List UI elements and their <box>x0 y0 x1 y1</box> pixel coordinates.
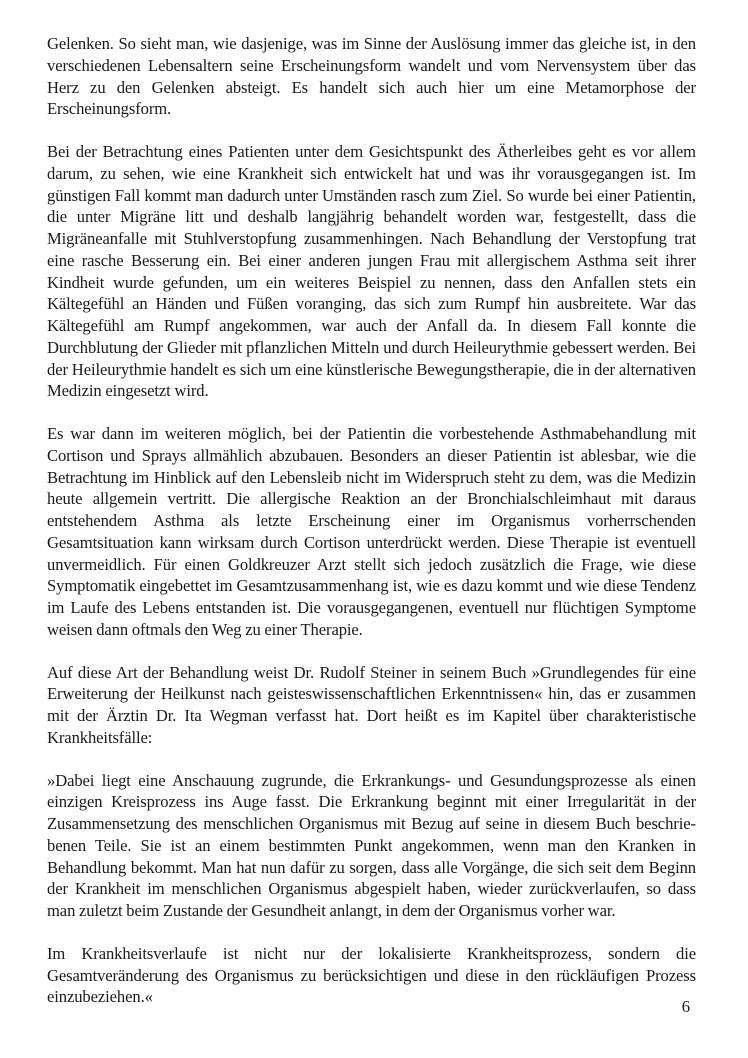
paragraph-metamorphosis: Gelenken. So sieht man, wie dasjenige, was im Sinne der Auslösung immer das gleiche ist, in den verschiedenen Lebensaltern seine Erscheinungsform wandelt und vom Nervensystem über das Herz zu den Gelenken absteigt. Es handelt sich auch hier um eine Metamorphose der Erscheinungsform. <box>47 34 696 119</box>
document-page <box>47 33 696 1029</box>
paragraph-etheric-body-examples: Bei der Betrachtung eines Patienten unter dem Gesichtspunkt des Ätherleibes geht es vor allem darum, zu sehen, wie eine Krankheit sich entwickelt hat und was ihr vorausgegangen ist. Im günstigen Fall kommt man dadurch unter Umständen rasch zum Ziel. So wurde bei einer Patientin, die unter Migräne litt und deshalb langjährig behandelt worden war, festgestellt, dass die Migräneanfalle mit Stuhlverstopfung zusammenhingen. Nach Behandlung der Verstopfung trat eine rasche Besserung ein. Bei einer anderen jungen Frau mit allergischem Asthma seit ihrer Kindheit wurde gefunden, um ein weiteres Beispiel zu nennen, dass den Anfallen stets ein Kältegefühl an Händen und Füßen voranging, das sich zum Rumpf hin ausbreitete. War das Kältegefühl am Rumpf angekommen, war auch der Anfall da. In diesem Fall konnte die Durchblutung der Glieder mit pflanzlichen Mitteln und durch Heileurythmie gebessert werden. Bei der Heileurythmie handelt es sich um eine künstlerische Bewegungstherapie, die in der alternativen Medizin eingesetzt wird. <box>47 142 696 401</box>
paragraph-asthma-treatment: Es war dann im weiteren möglich, bei der Patientin die vorbestehende Asthmabehandlung mit Cortison und Sprays allmählich abzubauen. Besonders an dieser Patientin ist ablesbar, wie die Betrachtung im Hinblick auf den Lebensleib nicht im Widerspruch steht zu dem, was die Medizin heute allgemein vertritt. Die allergische Reaktion an der Bronchialschleimhaut mit daraus entstehendem Asthma als letzte Erscheinung einer im Organismus vorherrschenden Gesamtsituation kann wirksam durch Cortison unterdrückt werden. Diese Therapie ist eventuell unvermeidlich. Für einen Goldkreuzer Arzt stellt sich jedoch zusätzlich die Frage, wie diese Symptomatik eingebettet im Gesamtzusammenhang ist, wie es dazu kommt und wie diese Tendenz im Laufe des Lebens entstanden ist. Die vorausgegangenen, eventuell nur flüchtigen Symptome weisen dann oftmals den Weg zu einer Therapie. <box>47 424 696 639</box>
paragraph-steiner-reference: Auf diese Art der Behandlung weist Dr. Rudolf Steiner in seinem Buch »Grundlegendes für eine Erweiterung der Heilkunst nach geisteswissenschaftlichen Erkenntnissen« hin, das er zusammen mit der Ärztin Dr. Ita Wegman verfasst hat. Dort heißt es im Kapitel über charakteristische Krankheitsfälle: <box>47 662 696 747</box>
page-number: 6 <box>681 997 690 1016</box>
paragraph-quotation-2: Im Krankheitsverlaufe ist nicht nur der lokalisierte Krankheitsprozess, sondern die Gesamtveränderung des Organismus zu berücksichtigen und diese in den rückläufigen Prozess einzubeziehen.« <box>47 943 696 1007</box>
paragraph-quotation-1: »Dabei liegt eine Anschauung zugrunde, die Erkrankungs- und Gesundungsprozesse als einen einzigen Kreisprozess ins Auge fasst. Die Erkrankung beginnt mit einer Irregularität in der Zusammensetzung des menschlichen Organismus mit Bezug auf seine in diesem Buch beschriebenen Teile. Sie ist an einem bestimmten Punkt angekommen, wenn man den Kranken in Behandlung bekommt. Man hat nun dafür zu sorgen, dass alle Vorgänge, die sich seit dem Beginn der Krankheit im menschlichen Organismus abgespielt haben, wieder zurückverlaufen, so dass man zuletzt beim Zustande der Gesundheit anlangt, in dem der Organismus vorher war. <box>47 770 696 920</box>
